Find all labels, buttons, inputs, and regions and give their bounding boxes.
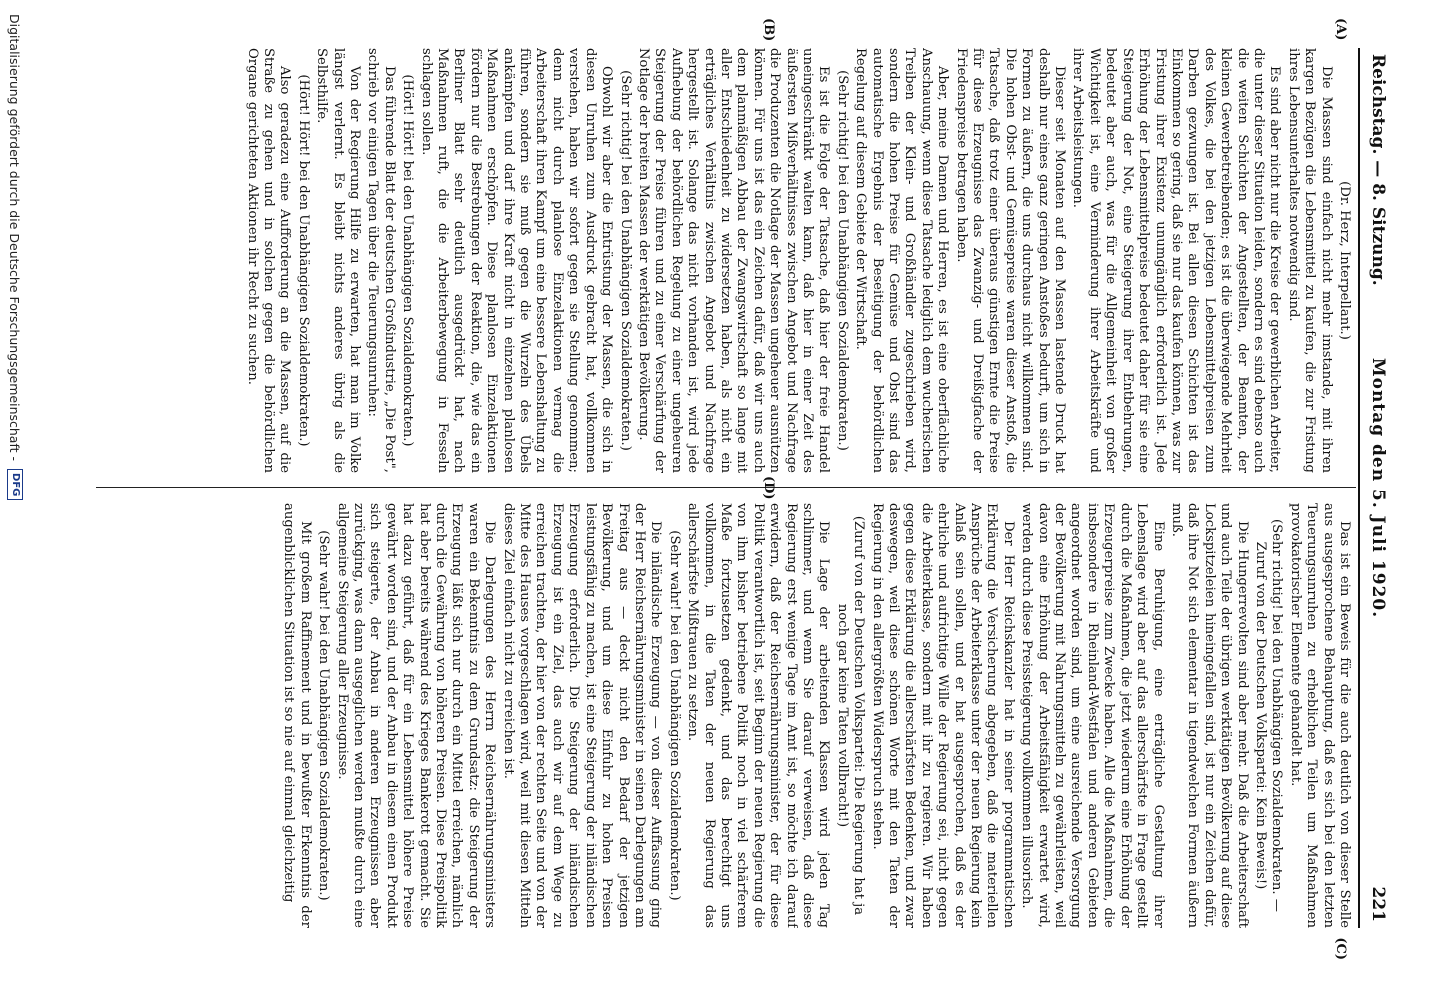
paragraph: Eine Beruhigung, eine erträgliche Gestaltung ihrer Lebenslage wird aber auf das allerschärfste in Frage gestellt durch die Maßnahmen, die jetzt wiederum eine Erhöhung der Erzeugerpreise zum Zwecke haben. Alle die Maßnahmen, die insbesondere in Rheinland-Westfalen und anderen Gebieten angeordnet worden sind, um eine ausreichende Versorgung der Bevölkerung mit Nahrungsmitteln zu gewährleisten, weil davon eine Erhöhung der Arbeitsfähigkeit erwartet wird, werden durch diese Preissteigerung vollkommen illusorisch. [1019, 503, 1166, 928]
margin-mark-c: (C) [1333, 937, 1348, 960]
paragraph: Der Herr Reichskanzler hat in seiner programmatischen Erklärung die Versicherung abgegeben, daß die materiellen Ansprüche der Arbeiterklasse unter der neuen Regierung kein Anlaß sein sollen, und er hat ausgesprochen, daß es der ehrliche und aufrichtige Wille der Regierung sei, nicht gegen die Arbeiterklasse, sondern mit ihr zu regieren. Wir haben gegen diese Erklärung die allerschärfsten Bedenken, und zwar deswegen, weil diese schönen Worte mit den Taten der Regierung in den allergrößten Widerspruch stehen. [869, 503, 1016, 928]
paragraph: Von der Regierung Hilfe zu erwarten, hat man im Volke längst verlernt. Es bleibt nichts anderes übrig als die Selbsthilfe. [314, 48, 363, 473]
paragraph: Die Lage der arbeitenden Klassen wird jeden Tag schlimmer, und wenn Sie darauf verweisen, daß diese Regierung erst wenige Tage im Amt ist, so möchte ich darauf erwidern, daß der Reichsernährungsminister, der für diese Politik verantwortlich ist, seit Beginn der neuen Regierung die von ihm bisher betriebene Politik noch in viel schärferem Maße fortzusetzen gedenkt, und das berechtigt uns vollkommen, in die Taten der neuen Regierung das allerschärfste Mißtrauen zu setzen. [685, 503, 832, 928]
paragraph: Die Darlegungen des Herrn Reichsernährungsministers waren ein Bekenntnis zu dem Grundsatz: die Steigerung der Erzeugung läßt sich nur durch ein Mittel erreichen, nämlich durch die Gewährung von höheren Preisen. Diese Preispolitik hat aber bereits während des Krieges Bankerott gemacht. Sie hat dazu geführt, daß für ein Lebensmittel höhere Preise gewährt worden sind, und der Anbau in diesem einen Produkt sich steigerte, der Anbau in anderen Erzeugnissen aber zurückging, was dann ausgeglichen werden mußte durch eine allgemeine Steigerung aller Erzeugnisse. [334, 503, 498, 928]
left-column [96, 48, 1352, 473]
header-date: Montag den 5. Juli 1920. [1368, 357, 1388, 619]
paragraph: (Sehr richtig! bei den Unabhängigen Sozialdemokraten.) [617, 70, 633, 451]
paragraph: Aber, meine Damen und Herren, es ist eine oberflächliche Anschauung, wenn diese Tatsache lediglich dem wucherischen Treiben der Klein- und Großhändler zugeschrieben wird, sondern die hohen Preise für Gemüse und Obst sind das automatische Ergebnis der Beseitigung der behördlichen Regelung auf diesem Gebiete der Wirtschaft. [853, 48, 951, 473]
paragraph: Das ist ein Beweis für die auch deutlich von dieser Stelle aus ausgesprochene Behauptung, daß es sich bei den letzten Teuerungsunruhen zu erheblichen Teilen um Maßnahmen provokatorischer Elemente gehandelt hat. [1287, 503, 1352, 928]
paragraph: Es ist die Folge der Tatsache, daß hier der freie Handel uneingeschränkt walten kann, daß hier in einer Zeit des äußersten Mißverhältnisses zwischen Angebot und Nachfrage die Produzenten die Notlage der Massen ungeheuer ausnützen können. Für uns ist das ein Zeichen dafür, daß wir uns auch dem planmäßigen Abbau der Zwangswirtschaft so lange mit aller Entschiedenheit zu widersetzen haben, als nicht ein erträgliches Verhältnis zwischen Angebot und Nachfrage hergestellt ist. Solange das nicht vorhanden ist, wird jede Aufhebung der behördlichen Regelung zu einer ungeheuren Steigerung der Preise führen und zu einer Verschärfung der Notlage der breiten Massen der werktätigen Bevölkerung. [635, 48, 832, 473]
column-divider [96, 487, 1356, 488]
paragraph: Das führende Blatt der deutschen Großindustrie, „Die Post", schrieb vor einigen Tagen über die Teuerungsunruhen: [365, 48, 397, 473]
paragraph: Die Hungerrevolten sind aber mehr. Daß die Arbeiterschaft und auch Teile der übrigen werktätigen Bevölkerung auf diese Lockspitzeleien hineingefallen sind, ist nur ein Zeichen dafür, daß ihre Not sich elementar in tigendwelchen Formen äußern muß. [1168, 503, 1250, 928]
digitization-footer [0, 0, 30, 1000]
paragraph: (Sehr richtig! bei den Unabhängigen Sozialdemokraten.) [834, 70, 850, 451]
paragraph: Es sind aber nicht nur die Kreise der gewerblichen Arbeiter, die unter dieser Situation leiden, sondern es sind ebenso auch die weiten Schichten der Angestellten, der Beamten, der kleinen Gewerbetreibenden; es ist die überwiegende Mehrheit des Volkes, die bei den jetzigen Lebensmittelpreisen zum Darben gezwungen ist. Bei allen diesen Schichten ist das Einkommen so gering, daß sie nur das kaufen können, was zur Fristung ihrer Existenz unumgänglich erforderlich ist. Jede Erhöhung der Lebensmittelpreise bedeutet daher für sie eine Steigerung der Not, eine Steigerung ihrer Entbehrungen, bedeutet aber auch, was für die Allgemeinheit von großer Wichtigkeit ist, eine Verminderung ihrer Arbeitskräfte und ihrer Arbeitsleistungen. [1070, 48, 1283, 473]
paragraph: (Sehr richtig! bei den Unabhängigen Sozialdemokraten. — Zuruf von der Deutschen Volkspartei: Kein Beweis!) [1252, 519, 1285, 912]
paragraph: Mit großem Raffinement und in bewußter Erkenntnis der augenblicklichen Situation ist so nie auf einmal gleichzeitig [281, 503, 313, 928]
right-column [96, 503, 1352, 928]
paragraph: (Sehr wahr! bei den Unabhängigen Sozialdemokraten.) [666, 530, 682, 901]
paragraph: (Hört! Hört! bei den Unabhängigen Sozialdemokraten.) [400, 74, 416, 447]
header-session: Reichstag. — 8. Sitzung. [1368, 54, 1388, 286]
page-number: 221 [1368, 886, 1388, 922]
dfg-logo: DFG [7, 469, 23, 500]
footer-text: Digitalisierung gefördert durch die Deutsche Forschungsgemeinschaft - [7, 14, 23, 462]
paragraph: Obwohl wir aber die Entrüstung der Massen, die sich in diesen Unruhen zum Ausdruck gebracht hat, vollkommen verstehen, haben wir sofort gegen sie Stellung genommen; denn nicht durch planlose Einzelaktionen vermag die Arbeiterschaft ihren Kampf um eine bessere Lebenshaltung zu führen, sondern sie muß gegen die Wurzeln des Übels ankämpfen und darf ihre Kraft nicht in einzelnen planlosen Maßnahmen erschöpfen. Diese planlosen Einzelaktionen fördern nur die Bestrebungen der Reaktion, die, wie das ein Berliner Blatt sehr deutlich ausgedrückt hat, nach Maßnahmen ruft, die die Arbeiterbewegung in Fesseln schlagen sollen. [418, 48, 615, 473]
paragraph: (Sehr wahr! bei den Unabhängigen Sozialdemokraten.) [316, 530, 332, 901]
paragraph: (Zuruf von der Deutschen Volkspartei: Die Regierung hat ja noch gar keine Taten vollbracht!) [834, 515, 867, 916]
page-rotation-wrapper [96, 18, 1396, 960]
margin-mark-d: (D) [761, 476, 776, 500]
paragraph: Die Massen sind einfach nicht mehr imstande, mit ihren kargen Bezügen die Lebensmittel zu kaufen, die zur Fristung ihres Lebensunterhaltes notwendig sind. [1285, 48, 1334, 473]
page-header [1358, 48, 1396, 928]
margin-mark-a: (A) [1333, 18, 1348, 41]
margin-mark-b: (B) [761, 18, 776, 42]
paragraph: Dieser seit Monaten auf den Massen lastende Druck hat deshalb nur eines ganz geringen Anstoßes bedurft, um sich in Formen zu äußern, die uns durchaus nicht willkommen sind. Die hohen Obst- und Gemüsepreise waren dieser Anstoß, die Tatsache, daß trotz einer überaus günstigen Ernte die Preise für diese Erzeugnisse das Zwanzig- und Dreißigfache der Friedenspreise betragen haben. [953, 48, 1068, 473]
scanned-page [12, 0, 1434, 1000]
paragraph: (Hört! Hört! bei den Unabhängigen Sozialdemokraten.) [295, 74, 311, 447]
newspaper-sheet [96, 18, 1396, 960]
paragraph: (Dr. Herz, Interpellant.) [1337, 181, 1352, 340]
paragraph: Die inländische Erzeugung — von dieser Auffassung ging der Herr Reichsernährungsminister in seinen Darlegungen am Freitag aus — deckt nicht den Bedarf der jetzigen Bevölkerung, und um diese Einfuhr zu hohen Preisen leistungsfähig zu machen, ist eine Steigerung der inländischen Erzeugung erforderlich. Die Steigerung der inländischen Erzeugung ist ein Ziel, das auch wir auf dem Wege zu erreichen trachten, der hier von der rechten Seite und von der Mitte des Hauses vorgeschlagen wird, weil mit diesen Mitteln dieses Ziel einfach nicht zu erreichen ist. [500, 503, 664, 928]
paragraph: Also geradezu eine Aufforderung an die Massen, auf die Straße zu gehen und in solchen gegen die behördlichen Organe gerichteten Aktionen ihr Recht zu suchen. [244, 48, 293, 473]
